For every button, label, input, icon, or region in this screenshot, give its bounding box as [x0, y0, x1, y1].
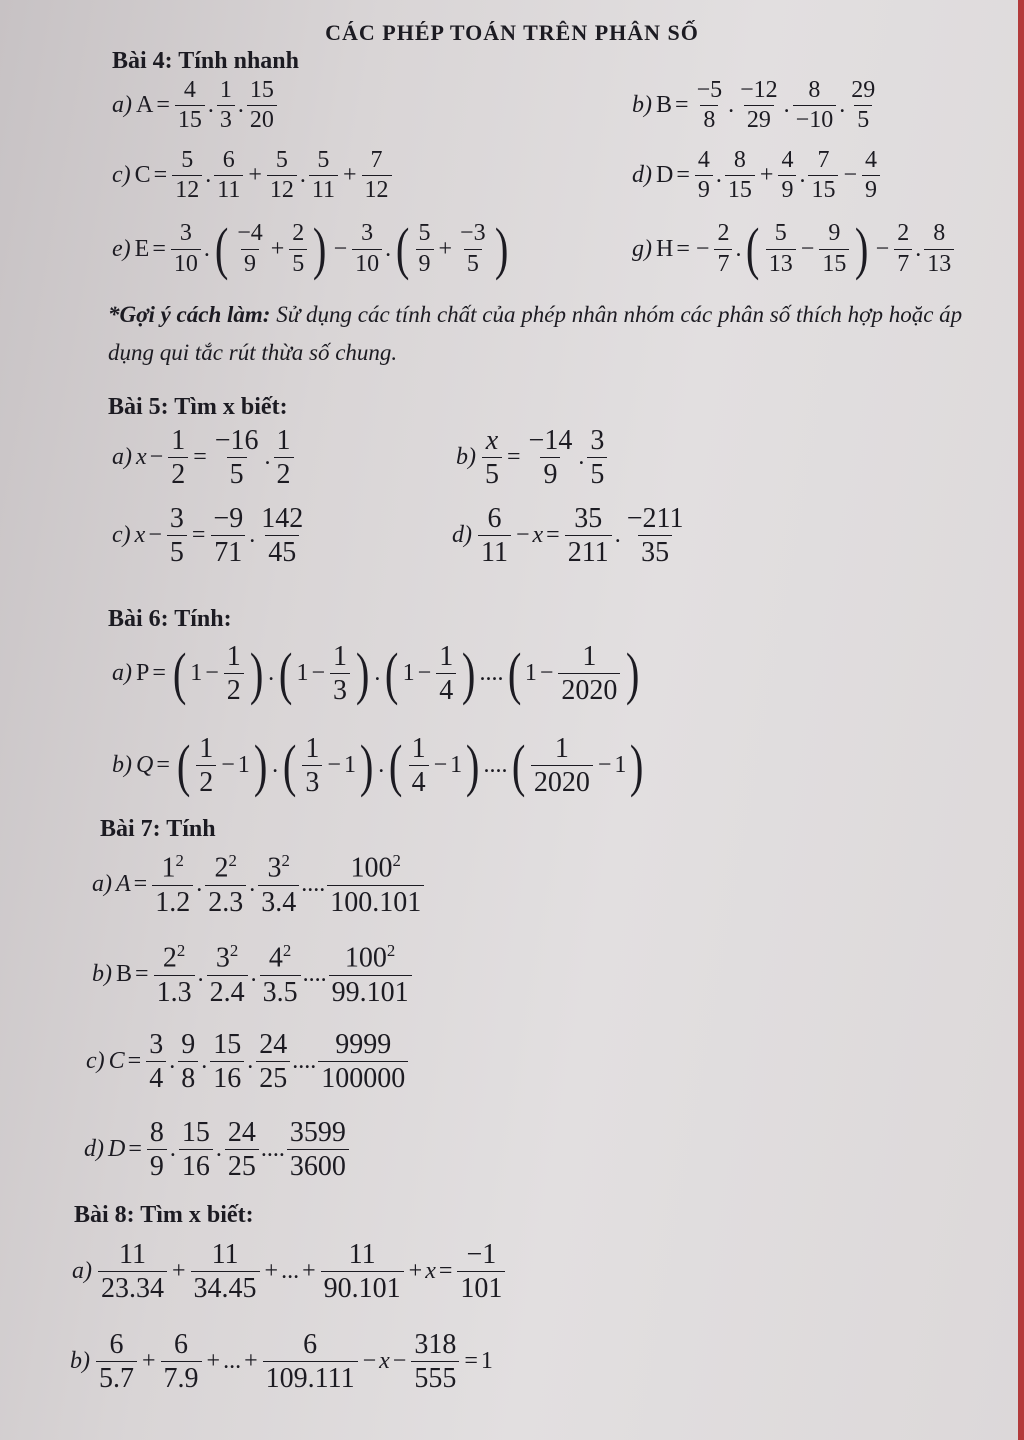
bai5-heading: Bài 5: Tìm x biết:	[108, 394, 288, 420]
bai8-b: b) $\frac{6}{5.7}$ + $\frac{6}{7.9}$ + ... + $\frac{6}{109.111}$ − x − $\frac{318}{555}$ = 1	[70, 1329, 493, 1395]
bai4-heading: Bài 4: Tính nhanh	[112, 48, 299, 74]
fraction: $\frac{1}{2}$	[224, 642, 244, 706]
fraction: $\frac{8}{13}$	[924, 221, 954, 276]
fraction: $\frac{35}{211}$	[565, 504, 612, 568]
fraction: $\frac{11}{90.101}$	[321, 1240, 404, 1304]
fraction: $\frac{3}{10}$	[171, 221, 201, 276]
bai5-b: b) $\frac{x}{5}$ = $\frac{-14}{9}$ . $\frac{3}{5}$	[456, 426, 609, 490]
fraction: $\frac{2}{7}$	[714, 221, 732, 276]
fraction: $\frac{3}{5}$	[587, 426, 607, 490]
fraction: $\frac{11}{23.34}$	[98, 1240, 167, 1304]
fraction: $\frac{-9}{71}$	[210, 504, 246, 568]
fraction: $\frac{4}{9}$	[778, 148, 796, 203]
fraction: $\frac{-4}{9}$	[237, 220, 263, 277]
fraction: $\frac{4}{15}$	[175, 78, 205, 133]
fraction: $\frac{4}{9}$	[862, 148, 880, 203]
bai4-a: a) A = $\frac{4}{15}$ . $\frac{1}{3}$ . $\frac{15}{20}$	[112, 78, 279, 133]
fraction: $\frac{318}{555}$	[411, 1330, 459, 1394]
fraction: $\frac{2}{5}$	[289, 221, 307, 276]
fraction: $\frac{29}{5}$	[851, 77, 876, 134]
fraction: $\frac{1}{3}$	[330, 642, 350, 706]
fraction: $\frac{7}{12}$	[362, 148, 392, 203]
fraction: $\frac{1^2}{1.2}$	[152, 852, 193, 917]
fraction: $\frac{24}{25}$	[256, 1030, 290, 1094]
bai4-d: d) D = $\frac{4}{9}$ . $\frac{8}{15}$ + $\frac{4}{9}$ . $\frac{7}{15}$ − $\frac{4}{9}$	[632, 148, 882, 203]
fraction: $\frac{9}{8}$	[178, 1030, 198, 1094]
fraction: $\frac{4}{9}$	[695, 148, 713, 203]
fraction: $\frac{1}{2}$	[196, 734, 216, 798]
bai8-heading: Bài 8: Tìm x biết:	[74, 1202, 254, 1228]
fraction: $\frac{9}{15}$	[819, 221, 849, 276]
fraction: $\frac{15}{16}$	[210, 1030, 244, 1094]
page-edge	[1018, 0, 1024, 1440]
bai6-a: a) P = ( 1 − $\frac{1}{2}$ ) . ( 1 − $\frac{1}{3}$ ) . ( 1 − $\frac{1}{4}$ ) .... ( 1 − $\frac{1}{2020}$ )	[112, 640, 640, 707]
fraction: $\frac{6}{11}$	[214, 148, 243, 203]
fraction: $\frac{11}{34.45}$	[191, 1240, 260, 1304]
fraction: $\frac{5}{11}$	[309, 148, 338, 203]
fraction: $\frac{1}{2}$	[168, 426, 188, 490]
fraction: $\frac{5}{12}$	[267, 148, 297, 203]
fraction: $\frac{8}{9}$	[147, 1118, 167, 1182]
fraction: $\frac{1}{2020}$	[558, 642, 620, 706]
fraction: $\frac{1}{2}$	[274, 426, 294, 490]
fraction: $\frac{6}{7.9}$	[161, 1330, 202, 1394]
fraction: $\frac{1}{4}$	[436, 642, 456, 706]
fraction: $\frac{3^2}{2.4}$	[207, 942, 248, 1007]
fraction: $\frac{7}{15}$	[808, 148, 838, 203]
fraction: $\frac{4^2}{3.5}$	[260, 942, 301, 1007]
fraction: $\frac{1}{3}$	[217, 78, 235, 133]
fraction: $\frac{-211}{35}$	[626, 503, 684, 569]
bai4-c: c) C = $\frac{5}{12}$ . $\frac{6}{11}$ + $\frac{5}{12}$ . $\frac{5}{11}$ + $\frac{7}{12}$	[112, 148, 394, 203]
bai7-c: c) C = $\frac{3}{4}$ . $\frac{9}{8}$ . $\frac{15}{16}$ . $\frac{24}{25}$ .... $\frac{9999}{100000}$	[86, 1030, 410, 1094]
fraction: $\frac{5}{13}$	[766, 221, 796, 276]
fraction: $\frac{-5}{8}$	[696, 77, 723, 134]
fraction: $\frac{-12}{29}$	[740, 77, 778, 134]
fraction: $\frac{6}{11}$	[478, 504, 511, 568]
fraction: $\frac{15}{16}$	[179, 1118, 213, 1182]
fraction: $\frac{8}{15}$	[725, 148, 755, 203]
fraction: $\frac{6}{5.7}$	[96, 1330, 137, 1394]
bai8-a: a) $\frac{11}{23.34}$ + $\frac{11}{34.45}$ + ... + $\frac{11}{90.101}$ + x = $\frac{-1}{101}$	[72, 1240, 507, 1304]
fraction: $\frac{-14}{9}$	[528, 425, 573, 491]
bai6-b: b) Q = ( $\frac{1}{2}$ − 1 ) . ( $\frac{1}{3}$ − 1 ) . ( $\frac{1}{4}$ − 1 ) .... ( $\frac{1}{2020}$ − 1 )	[112, 732, 644, 799]
page-title: CÁC PHÉP TOÁN TRÊN PHÂN SỐ	[325, 20, 699, 45]
fraction: $\frac{9999}{100000}$	[318, 1030, 408, 1094]
bai7-b: b) B = $\frac{2^2}{1.3}$ . $\frac{3^2}{2.4}$ . $\frac{4^2}{3.5}$ .... $\frac{100^2}{99.101}$	[92, 942, 414, 1007]
fraction: $\frac{6}{109.111}$	[263, 1330, 358, 1394]
bai7-a: a) A = $\frac{1^2}{1.2}$ . $\frac{2^2}{2.3}$ . $\frac{3^2}{3.4}$ .... $\frac{100^2}{100.101}$	[92, 852, 426, 917]
fraction: $\frac{142}{45}$	[261, 503, 304, 569]
bai4-g: g) H = − $\frac{2}{7}$ . ( $\frac{5}{13}$ − $\frac{9}{15}$ ) − $\frac{2}{7}$ . $\frac{8}{13}$	[632, 220, 956, 278]
fraction: $\frac{-16}{5}$	[214, 425, 259, 491]
fraction: $\frac{100^2}{99.101}$	[329, 942, 412, 1007]
fraction: $\frac{3^2}{3.4}$	[258, 852, 299, 917]
bai5-d: d) $\frac{6}{11}$ − x = $\frac{35}{211}$ . $\frac{-211}{35}$	[452, 504, 688, 568]
bai4-b: b) B = $\frac{-5}{8}$ . $\frac{-12}{29}$ . $\frac{8}{-10}$ . $\frac{29}{5}$	[632, 78, 880, 133]
fraction: $\frac{24}{25}$	[225, 1118, 259, 1182]
fraction: $\frac{1}{2020}$	[531, 734, 593, 798]
fraction: $\frac{15}{20}$	[247, 78, 277, 133]
fraction: $\frac{3599}{3600}$	[287, 1118, 349, 1182]
bai7-heading: Bài 7: Tính	[100, 816, 216, 842]
fraction: $\frac{3}{5}$	[167, 504, 187, 568]
fraction: $\frac{5}{12}$	[172, 148, 202, 203]
fraction: $\frac{100^2}{100.101}$	[327, 852, 424, 917]
bai6-heading: Bài 6: Tính:	[108, 606, 232, 632]
bai5-a: a) x − $\frac{1}{2}$ = $\frac{-16}{5}$ . $\frac{1}{2}$	[112, 426, 296, 490]
bai4-hint: *Gợi ý cách làm: Sử dụng các tính chất của phép nhân nhóm các phân số thích hợp hoặc áp dụng qui tắc rút thừa số chung.	[108, 302, 963, 365]
fraction: $\frac{1}{4}$	[409, 734, 429, 798]
fraction: $\frac{2^2}{1.3}$	[154, 942, 195, 1007]
bai4-e: e) E = $\frac{3}{10}$ . ( $\frac{-4}{9}$ + $\frac{2}{5}$ ) − $\frac{3}{10}$ . ( $\frac{5}{9}$ + $\frac{-3}{5}$ )	[112, 216, 509, 281]
fraction: $\frac{5}{9}$	[416, 221, 434, 276]
fraction: $\frac{8}{-10}$	[793, 78, 837, 133]
fraction: $\frac{2^2}{2.3}$	[205, 852, 246, 917]
fraction: $\frac{x}{5}$	[482, 426, 502, 490]
bai5-c: c) x − $\frac{3}{5}$ = $\frac{-9}{71}$ . $\frac{142}{45}$	[112, 504, 308, 568]
bai7-d: d) D = $\frac{8}{9}$ . $\frac{15}{16}$ . $\frac{24}{25}$ .... $\frac{3599}{3600}$	[84, 1118, 351, 1182]
fraction: $\frac{-1}{101}$	[457, 1240, 505, 1304]
fraction: $\frac{-3}{5}$	[460, 220, 486, 277]
fraction: $\frac{2}{7}$	[894, 221, 912, 276]
fraction: $\frac{3}{4}$	[146, 1030, 166, 1094]
fraction: $\frac{3}{10}$	[352, 221, 382, 276]
fraction: $\frac{1}{3}$	[302, 734, 322, 798]
